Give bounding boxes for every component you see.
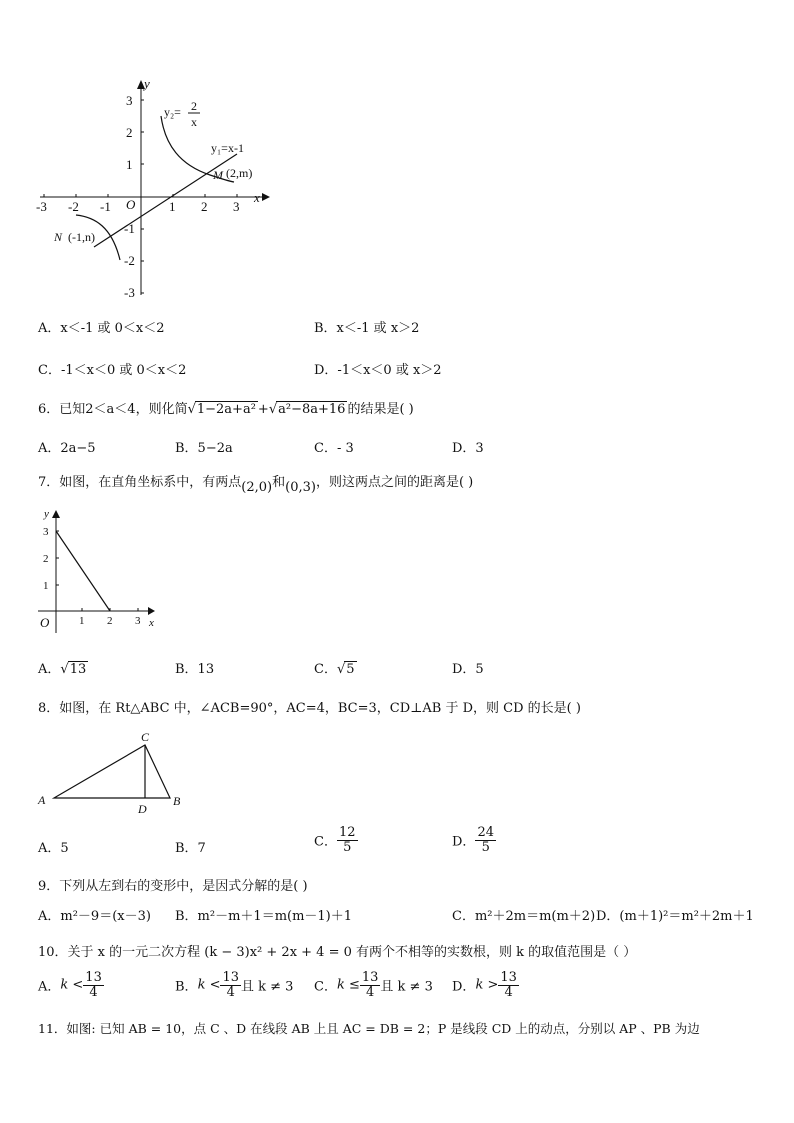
q9-option-c[interactable]: C．m²＋2m＝m(m＋2) bbox=[452, 909, 596, 924]
x-tick-label: 1 bbox=[79, 615, 85, 627]
point-m-letter: M bbox=[213, 168, 223, 182]
numerator: 24 bbox=[477, 825, 494, 840]
q7-stem bbox=[38, 471, 474, 495]
denominator: 5 bbox=[481, 839, 490, 855]
q6-plus: + bbox=[257, 402, 269, 417]
q6-option-b[interactable]: B．5−2a bbox=[175, 441, 233, 456]
y-axis-label: y bbox=[144, 76, 150, 91]
q5-option-b[interactable]: B．x＜-1 或 x＞2 bbox=[314, 321, 420, 336]
x-tick-label: -3 bbox=[36, 199, 47, 214]
point-m-label: (2,m) bbox=[226, 166, 253, 180]
x-tick-label: 1 bbox=[169, 199, 176, 214]
q7-option-c-label: C． bbox=[314, 662, 337, 677]
option-condition: 且 k ≠ 3 bbox=[380, 979, 433, 995]
label-y2-numerator: 2 bbox=[191, 99, 197, 113]
q9-option-b[interactable]: B．m²－m＋1＝m(m－1)＋1 bbox=[175, 909, 353, 924]
q7-segment bbox=[56, 531, 110, 611]
triangle-abc bbox=[54, 745, 170, 798]
denominator: 4 bbox=[504, 984, 513, 1000]
sqrt-sign: √ bbox=[187, 402, 196, 417]
q6-stem-pre: 6．已知2＜a＜4，则化简 bbox=[38, 402, 188, 417]
x-axis-label: x bbox=[149, 617, 154, 629]
q8-option-c[interactable] bbox=[314, 826, 358, 854]
y-tick-label: 3 bbox=[126, 93, 133, 108]
y-tick-label: -3 bbox=[124, 285, 135, 300]
numerator: 12 bbox=[338, 825, 356, 840]
label-y2-denominator: x bbox=[191, 115, 197, 129]
q7-option-c-radicand: 5 bbox=[346, 662, 355, 677]
denominator: 4 bbox=[365, 984, 375, 1000]
x-tick-label: -1 bbox=[100, 199, 111, 214]
q7-option-c[interactable] bbox=[314, 658, 357, 677]
q7-option-b[interactable]: B．13 bbox=[175, 662, 215, 677]
q6-radical-2: a²−8a+16 bbox=[278, 402, 346, 417]
y-tick-label: 2 bbox=[126, 125, 133, 140]
figure-q8-triangle bbox=[34, 728, 194, 818]
x-axis-arrow bbox=[262, 193, 270, 201]
sqrt-sign: √ bbox=[336, 662, 346, 677]
denominator: 4 bbox=[226, 984, 235, 1000]
sqrt-sign: √ bbox=[60, 662, 69, 677]
vertex-d: D bbox=[138, 802, 147, 816]
fraction bbox=[498, 971, 519, 999]
option-label: A． bbox=[38, 979, 61, 995]
y-tick-label: 2 bbox=[43, 553, 49, 565]
vertex-a: A bbox=[38, 793, 46, 807]
y-tick-label: -1 bbox=[124, 221, 135, 236]
q8-option-a[interactable]: A．5 bbox=[38, 841, 69, 856]
q7-stem-mid: 和 bbox=[272, 475, 286, 490]
fraction bbox=[337, 826, 358, 854]
fraction bbox=[83, 971, 104, 999]
x-tick-label: 2 bbox=[201, 199, 208, 214]
label-y1: y₁=x-1 bbox=[211, 141, 244, 155]
q8-option-b[interactable]: B．7 bbox=[175, 841, 206, 856]
q5-option-c[interactable]: C．-1＜x＜0 或 0＜x＜2 bbox=[38, 363, 187, 378]
fraction bbox=[220, 971, 241, 999]
numerator: 13 bbox=[85, 970, 102, 985]
option-label: C． bbox=[314, 979, 337, 995]
q7-point-2: (0,3) bbox=[285, 480, 316, 495]
y-tick-label: -2 bbox=[124, 253, 135, 268]
vertex-b: B bbox=[173, 794, 181, 808]
x-tick-label: -2 bbox=[68, 199, 79, 214]
fraction bbox=[360, 971, 381, 999]
option-relation: k < bbox=[60, 977, 84, 993]
figure-graph-functions bbox=[30, 75, 280, 305]
q5-option-a[interactable]: A．x＜-1 或 0＜x＜2 bbox=[38, 321, 165, 336]
q10-option-a[interactable] bbox=[38, 971, 104, 999]
y-tick-label: 1 bbox=[126, 157, 133, 172]
option-relation: k > bbox=[475, 977, 499, 993]
q8-option-c-label: C． bbox=[314, 834, 337, 850]
option-condition: 且 k ≠ 3 bbox=[241, 979, 294, 995]
option-label: D． bbox=[452, 979, 476, 995]
y-axis-label: y bbox=[44, 508, 49, 520]
figure-q7-coordinate bbox=[34, 505, 164, 635]
q7-stem-pre: 7．如图，在直角坐标系中，有两点 bbox=[38, 475, 242, 490]
fraction bbox=[475, 826, 496, 854]
q10-option-b[interactable] bbox=[175, 971, 293, 999]
q6-radical-1: 1−2a+a² bbox=[196, 402, 256, 417]
option-relation: k < bbox=[197, 977, 221, 993]
label-y2: y₂= bbox=[164, 105, 181, 119]
q8-stem: 8．如图，在 Rt△ABC 中，∠ACB=90°，AC=4，BC=3，CD⊥AB 于 D，则 CD 的长是( ) bbox=[38, 701, 581, 716]
q11-stem: 11．如图: 已知 AB = 10，点 C 、D 在线段 AB 上且 AC = DB = 2；P 是线段 CD 上的动点，分别以 AP 、PB 为边 bbox=[38, 1021, 700, 1036]
q6-option-a[interactable]: A．2a−5 bbox=[38, 441, 96, 456]
y-tick-label: 1 bbox=[43, 580, 49, 592]
option-label: B． bbox=[175, 979, 198, 995]
q6-option-c[interactable]: C．- 3 bbox=[314, 441, 354, 456]
q10-option-d[interactable] bbox=[452, 971, 519, 999]
q8-option-d-label: D． bbox=[452, 834, 476, 850]
q6-stem-post: 的结果是( ) bbox=[347, 402, 414, 417]
q9-stem: 9．下列从左到右的变形中，是因式分解的是( ) bbox=[38, 879, 308, 894]
denominator: 4 bbox=[89, 984, 98, 1000]
q6-option-d[interactable]: D．3 bbox=[452, 441, 484, 456]
q10-option-c[interactable] bbox=[314, 971, 433, 999]
vertex-c: C bbox=[141, 730, 150, 744]
origin-label: O bbox=[126, 197, 136, 212]
sqrt-sign: √ bbox=[268, 402, 278, 417]
point-n-letter: N bbox=[54, 230, 63, 244]
numerator: 13 bbox=[361, 970, 379, 985]
y-tick-label: 3 bbox=[43, 526, 49, 538]
point-n-label: (-1,n) bbox=[68, 230, 95, 244]
option-relation: k ≤ bbox=[336, 977, 360, 993]
q9-option-d[interactable]: D．(m＋1)²＝m²＋2m＋1 bbox=[596, 909, 754, 924]
q7-option-a-radicand: 13 bbox=[69, 662, 87, 677]
denominator: 5 bbox=[343, 839, 352, 855]
q6-stem bbox=[38, 398, 414, 417]
q8-option-d[interactable] bbox=[452, 826, 496, 854]
numerator: 13 bbox=[500, 970, 517, 985]
q5-option-d[interactable]: D．-1＜x＜0 或 x＞2 bbox=[314, 363, 442, 378]
x-axis-label: x bbox=[254, 190, 260, 205]
numerator: 13 bbox=[222, 970, 240, 985]
q7-stem-post: ，则这两点之间的距离是( ) bbox=[315, 475, 474, 490]
x-tick-label: 3 bbox=[233, 199, 240, 214]
q7-option-a-label: A． bbox=[38, 662, 61, 677]
q9-option-a[interactable]: A．m²－9＝(x－3) bbox=[38, 909, 151, 924]
q7-point-1: (2,0) bbox=[241, 480, 273, 495]
x-tick-label: 3 bbox=[135, 615, 141, 627]
q7-option-a[interactable] bbox=[38, 658, 88, 677]
x-tick-label: 2 bbox=[107, 615, 113, 627]
q7-option-d[interactable]: D．5 bbox=[452, 662, 484, 677]
origin-label: O bbox=[40, 615, 50, 630]
q10-stem: 10．关于 x 的一元二次方程 (k − 3)x² + 2x + 4 = 0 有两个不相等的实数根，则 k 的取值范围是（ ） bbox=[38, 945, 637, 960]
